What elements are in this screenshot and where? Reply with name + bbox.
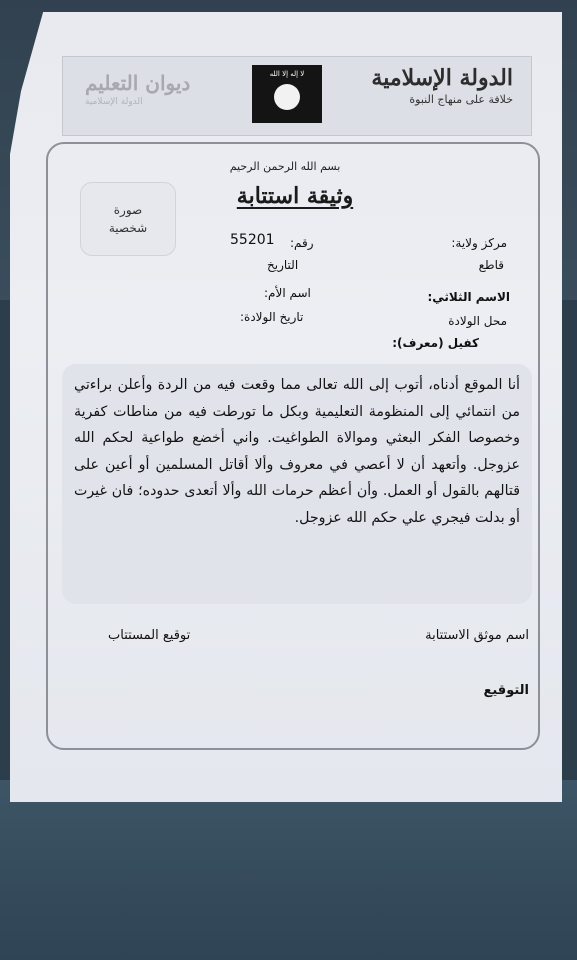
basmala: بسم الله الرحمن الرحيم: [229, 160, 341, 173]
field-sector: قاطع: [478, 258, 504, 272]
signature-label: التوقيع: [483, 683, 529, 698]
state-name: الدولة الإسلامية: [371, 65, 513, 91]
repentant-signature-label: توقيع المستتاب: [108, 628, 191, 643]
flag-text: لا إله إلا الله: [269, 70, 305, 78]
field-birth-place: محل الولادة: [448, 314, 507, 328]
field-number-value: 55201: [230, 232, 275, 248]
photo-placeholder: [80, 182, 176, 256]
diwan-subtitle: الدولة الإسلامية: [85, 97, 143, 107]
field-birth-date: تاريخ الولادة:: [240, 310, 304, 324]
letterhead-diwan: [85, 71, 190, 107]
photo-label-personal: شخصية: [108, 221, 148, 235]
field-number-label: رقم:: [290, 236, 314, 250]
seal-icon: [274, 84, 300, 110]
pledge-text: أنا الموقع أدناه، أتوب إلى الله تعالى مما وقعت فيه من الردة وأعلن براءتي من انتمائي إلى المنظومة التعليمية وبكل ما تورطت فيه من مناطات كفرية وخصوصا الفكر البعثي وموالاة الطواغيت. واني أخضع طواعية لحكم الله عزوجل. وأتعهد أن لا أعصي في معروف وألا أقاتل المسلمين أو أعين على قتالهم بالقول أو العمل. وأن أعظم حرمات الله وألا أتعدى حدوده؛ فان غيرت أو بدلت فيجري علي حكم الله عزوجل.: [74, 377, 520, 526]
state-slogan: خلافة على منهاج النبوة: [409, 93, 513, 106]
field-guarantor: كفيل (معرف):: [392, 336, 479, 350]
field-date-label: التاريخ: [267, 258, 299, 272]
document-title: وثيقة استتابة: [236, 183, 354, 209]
field-province-center: مركز ولاية:: [451, 236, 507, 250]
diwan-name: ديوان التعليم: [85, 71, 191, 95]
letterhead-state: [371, 65, 513, 106]
witness-name-label: اسم موثق الاستتابة: [425, 628, 529, 643]
field-full-name: الاسم الثلاثي:: [427, 290, 510, 304]
letterhead: [62, 56, 532, 136]
background-table: [0, 780, 577, 960]
flag-logo: [252, 65, 322, 123]
photo-label: صورة: [113, 203, 143, 217]
field-mother-name: اسم الأم:: [264, 286, 311, 300]
